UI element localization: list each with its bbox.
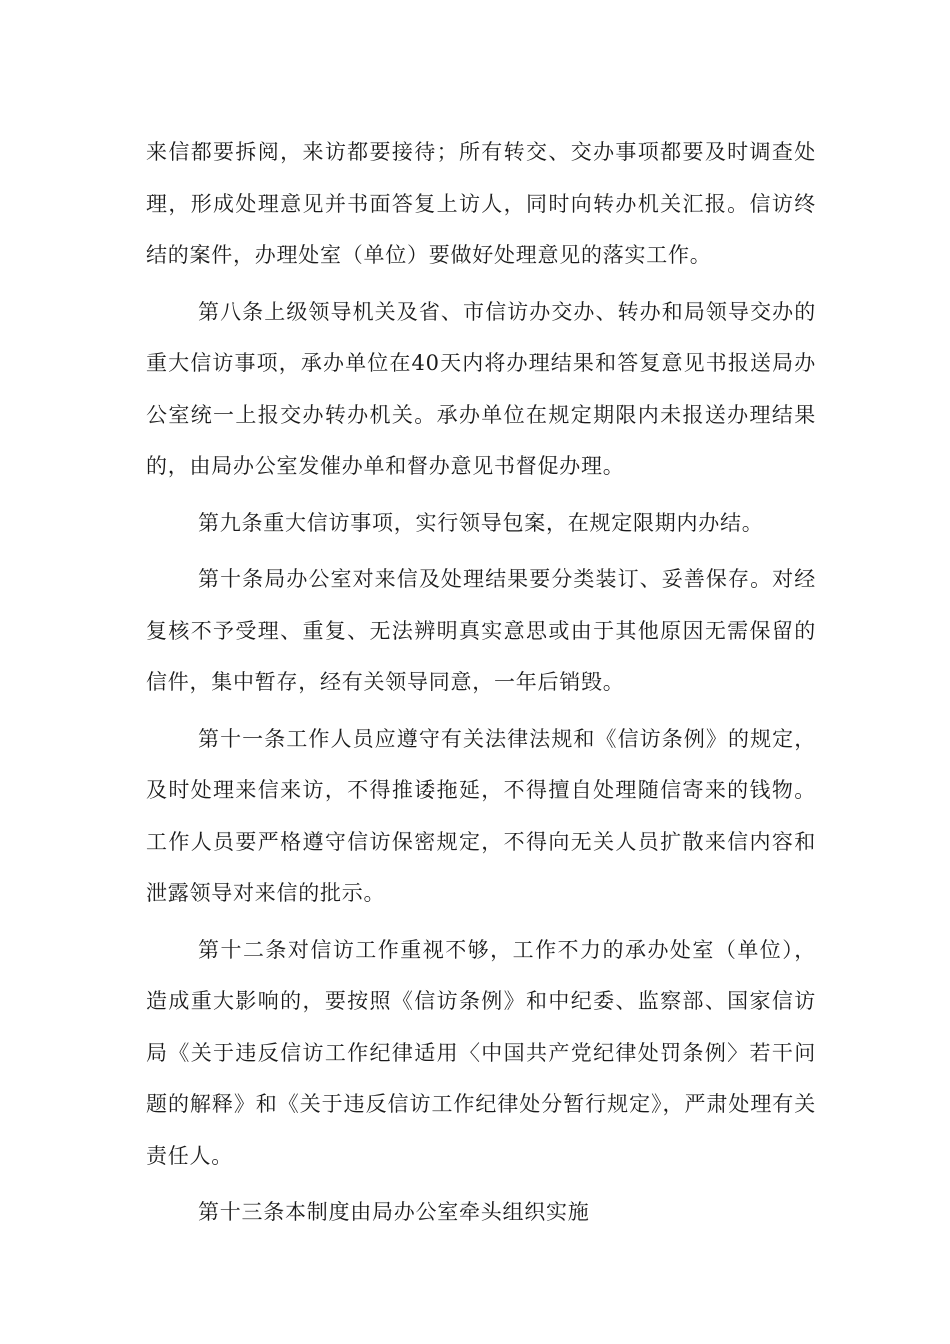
paragraph-article-11: 第十一条工作人员应遵守有关法律法规和《信访条例》的规定，及时处理来信来访，不得推诿拖延，不得擅自处理随信寄来的钱物。工作人员要严格遵守信访保密规定，不得向无关人员扩散来信内容和泄露领导对来信的批示。	[146, 726, 816, 905]
paragraph-article-10: 第十条局办公室对来信及处理结果要分类装订、妥善保存。对经复核不予受理、重复、无法辨明真实意思或由于其他原因无需保留的信件，集中暂存，经有关领导同意，一年后销毁。	[146, 567, 816, 694]
document-body	[146, 127, 816, 1244]
paragraph-article-13: 第十三条本制度由局办公室牵头组织实施	[198, 1200, 590, 1224]
paragraph-article-12: 第十二条对信访工作重视不够，工作不力的承办处室（单位），造成重大影响的，要按照《信访条例》和中纪委、监察部、国家信访局《关于违反信访工作纪律适用〈中国共产党纪律处罚条例〉若干问题的解释》和《关于违反信访工作纪律处分暂行规定》，严肃处理有关责任人。	[146, 937, 816, 1168]
paragraph-continuation: 来信都要拆阅，来访都要接待；所有转交、交办事项都要及时调查处理，形成处理意见并书面答复上访人，同时向转办机关汇报。信访终结的案件，办理处室（单位）要做好处理意见的落实工作。	[146, 140, 816, 267]
paragraph-article-8: 第八条上级领导机关及省、市信访办交办、转办和局领导交办的重大信访事项，承办单位在40天内将办理结果和答复意见书报送局办公室统一上报交办转办机关。承办单位在规定期限内未报送办理结果的，由局办公室发催办单和督办意见书督促办理。	[146, 299, 816, 478]
paragraph-article-9: 第九条重大信访事项，实行领导包案，在规定限期内办结。	[198, 510, 764, 535]
